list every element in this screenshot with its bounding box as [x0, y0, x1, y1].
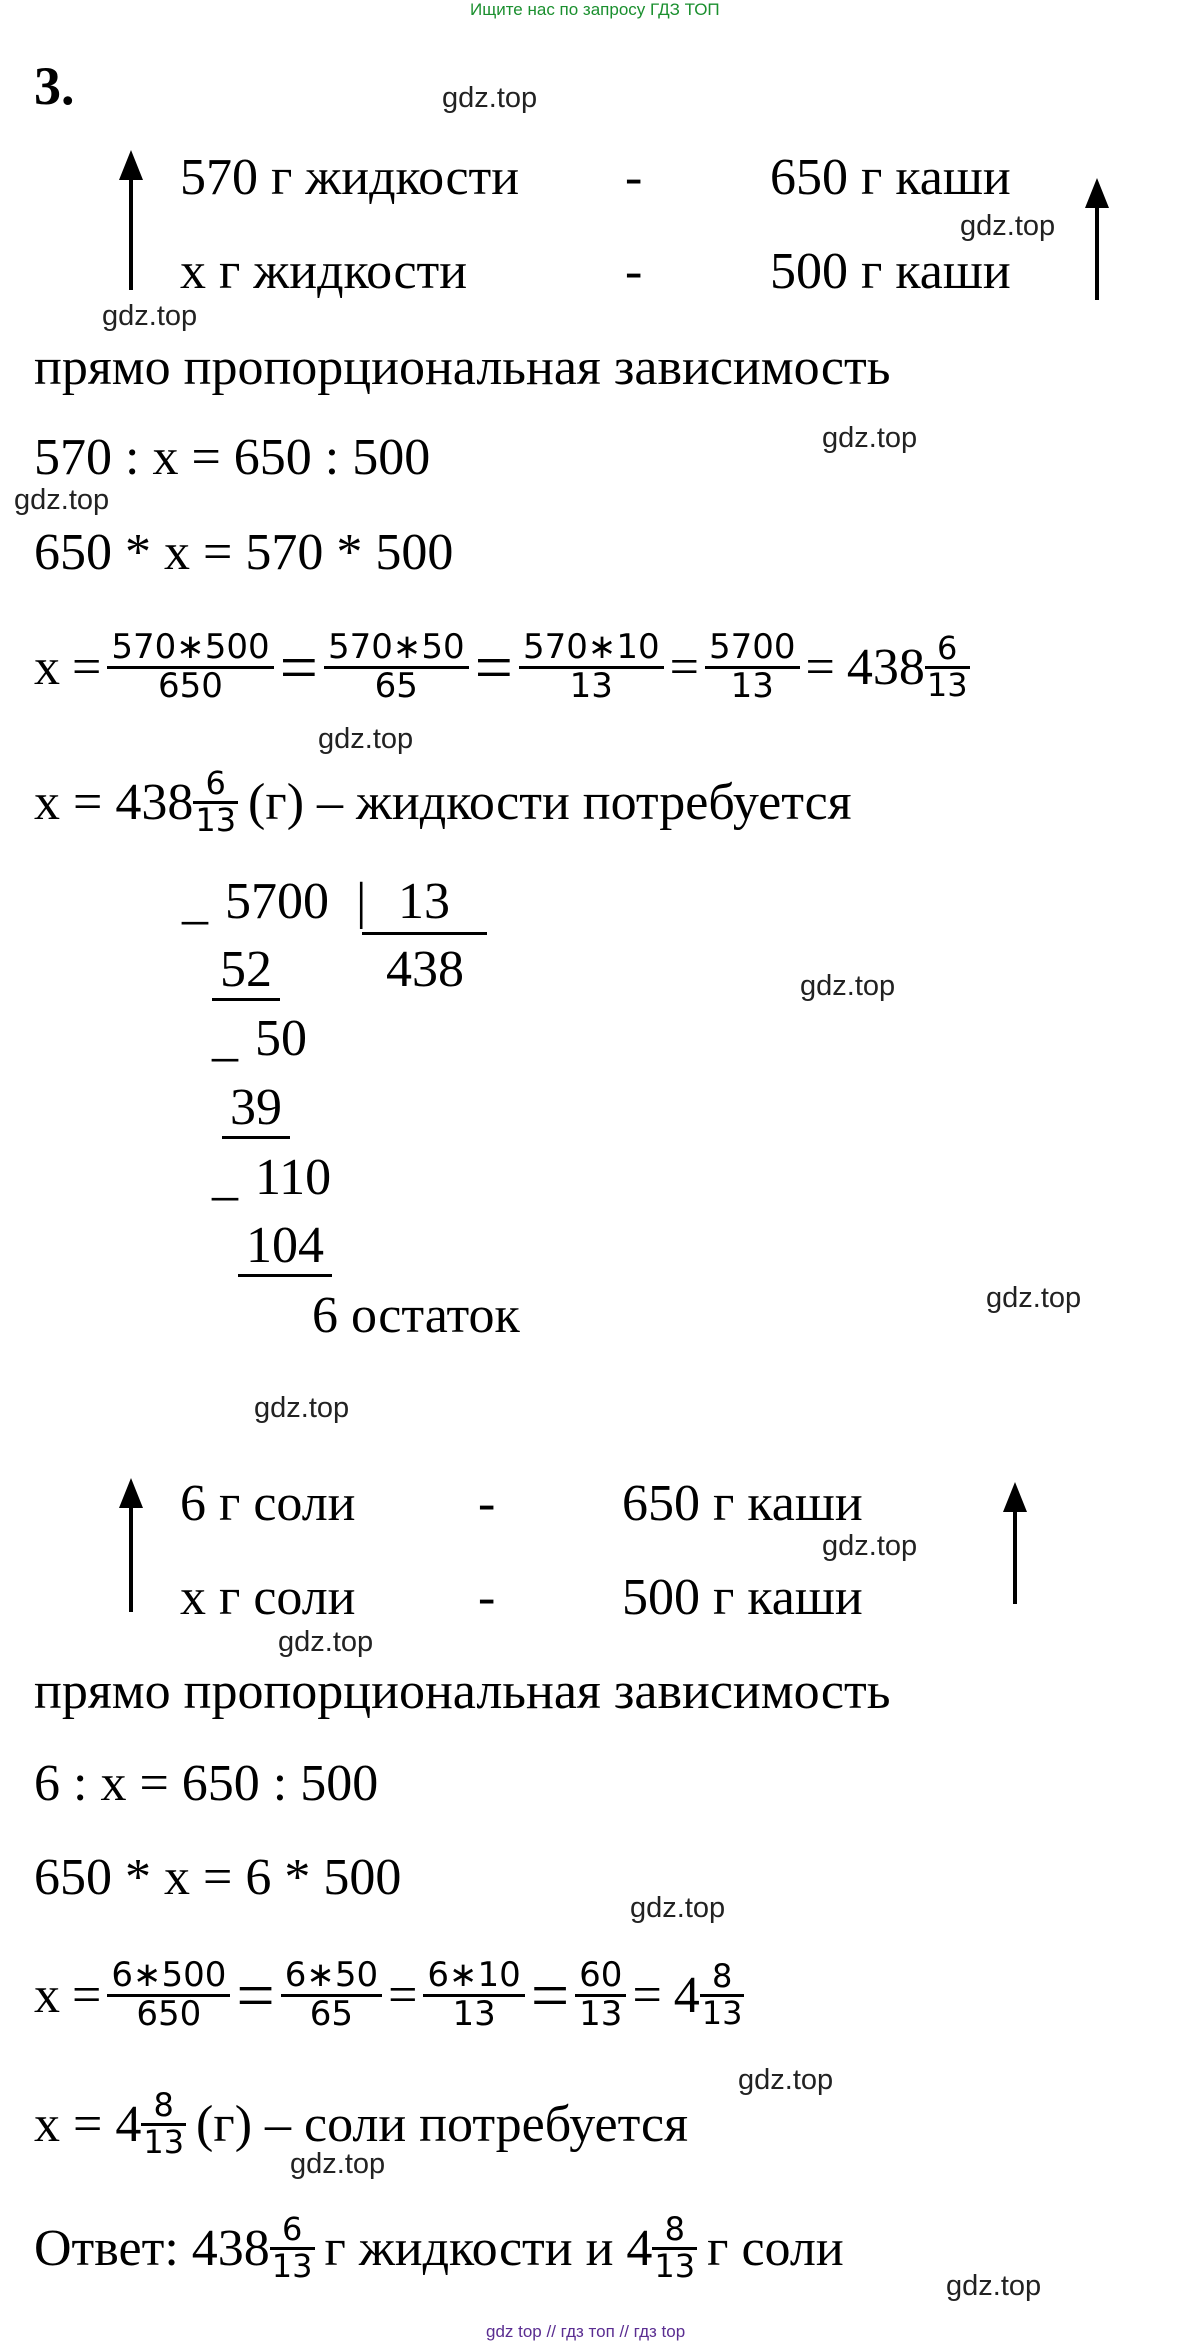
p1-eq-x: х	[34, 638, 60, 696]
p2-row2-left: х г соли	[180, 1569, 356, 1626]
task-number: 3.	[34, 56, 75, 116]
p1-f1-num: 570∗500	[111, 626, 270, 667]
answer-f2-den: 13	[654, 2246, 696, 2285]
p1-fraction-equation	[34, 612, 970, 722]
p1-eq-whole: 438	[846, 638, 925, 696]
p2-mix-num: 8	[711, 1956, 733, 1995]
watermark: gdz.top	[822, 1530, 918, 1562]
p1-fraction-2	[324, 626, 469, 706]
p1-row1-left: 570 г жидкости	[180, 149, 520, 206]
div-minus-1: _	[182, 873, 208, 930]
p1-eq-sign: =	[805, 638, 835, 696]
div-subtract-2: 39	[222, 1082, 290, 1139]
p2-row2-right: 500 г каши	[622, 1569, 863, 1626]
p1-eq-mixed-fraction	[925, 628, 970, 704]
p2-f4-den: 13	[579, 1993, 623, 2034]
div-minus-3: _	[212, 1149, 238, 1206]
p1-result-prefix: х = 438	[34, 773, 194, 831]
arrow-up-right-1	[1082, 178, 1112, 300]
p2-f3-num: 6∗10	[427, 1954, 521, 1995]
p2-eq-mixed-fraction	[700, 1956, 745, 2032]
p2-cross-product: 650 * х = 6 * 500	[34, 1849, 402, 1906]
p2-row1-left: 6 г соли	[180, 1475, 356, 1532]
div-divisor-line	[362, 932, 487, 935]
div-partial-1: 50	[255, 1010, 307, 1067]
watermark: gdz.top	[800, 970, 896, 1002]
p1-row2-right: 500 г каши	[770, 243, 1011, 300]
arrow-up-left-1	[116, 150, 146, 290]
div-remainder: 6 остаток	[312, 1287, 520, 1344]
watermark: gdz.top	[318, 723, 414, 755]
p2-relation: прямо пропорциональная зависимость	[34, 1663, 891, 1720]
answer-fraction-1	[270, 2209, 315, 2285]
p1-f4-num: 5700	[708, 626, 796, 667]
watermark: gdz.top	[960, 210, 1056, 242]
p1-mix-den: 13	[926, 665, 968, 704]
p2-res-num: 8	[153, 2085, 174, 2124]
p1-f1-den: 650	[158, 665, 223, 706]
p1-result-fraction	[193, 763, 238, 839]
p1-f3-num: 570∗10	[522, 626, 660, 667]
p2-f1-num: 6∗500	[111, 1954, 227, 1995]
div-bar: |	[356, 873, 367, 930]
p1-mix-num: 6	[937, 628, 958, 667]
p2-f3-den: 13	[452, 1993, 496, 2034]
top-search-hint: Ищите нас по запросу ГДЗ ТОП	[470, 0, 720, 19]
p2-row1-dash: -	[478, 1475, 496, 1532]
answer-f1-num: 6	[281, 2209, 303, 2248]
p2-result-suffix: (г) – соли потребуется	[196, 2095, 688, 2153]
p1-eq-sign: =	[72, 638, 102, 696]
arrow-up-right-2	[1000, 1482, 1030, 1604]
watermark: gdz.top	[822, 422, 918, 454]
p2-result-fraction	[141, 2085, 186, 2161]
watermark: gdz.top	[738, 2064, 834, 2096]
p2-eq-sign: =	[236, 1957, 275, 2033]
p1-row1-right: 650 г каши	[770, 149, 1011, 206]
answer-fraction-2	[652, 2209, 697, 2285]
p1-eq-sign: =	[279, 629, 318, 705]
p1-res-den: 13	[195, 800, 237, 839]
p2-eq-sign: =	[72, 1966, 102, 2024]
p2-row1-right: 650 г каши	[622, 1475, 863, 1532]
watermark: gdz.top	[630, 1892, 726, 1924]
p1-relation: прямо пропорциональная зависимость	[34, 339, 891, 396]
watermark: gdz.top	[14, 484, 110, 516]
answer-label: Ответ: 438	[34, 2219, 270, 2277]
p2-proportion: 6 : х = 650 : 500	[34, 1755, 379, 1812]
watermark: gdz.top	[986, 1282, 1082, 1314]
p2-fraction-2	[281, 1954, 382, 2034]
p1-fraction-3	[519, 626, 664, 706]
p2-eq-sign: =	[388, 1966, 418, 2024]
answer-end: г соли	[707, 2219, 844, 2277]
p1-f2-num: 570∗50	[327, 626, 465, 667]
p1-f3-den: 13	[569, 665, 613, 706]
p2-eq-sign: =	[632, 1966, 662, 2024]
p2-result-prefix: х = 4	[34, 2095, 142, 2153]
p1-result-suffix: (г) – жидкости потребуется	[248, 773, 852, 831]
div-partial-2: 110	[255, 1149, 332, 1206]
p1-fraction-4	[705, 626, 800, 706]
p1-result-line	[34, 752, 852, 852]
div-subtract-3: 104	[238, 1220, 332, 1277]
p2-eq-sign: =	[530, 1957, 570, 2033]
answer-middle: г жидкости и 4	[324, 2219, 653, 2277]
p1-cross-product: 650 * х = 570 * 500	[34, 524, 454, 581]
answer-f1-den: 13	[271, 2246, 313, 2285]
watermark: gdz.top	[442, 82, 538, 114]
p2-fraction-3	[423, 1954, 524, 2034]
watermark: gdz.top	[278, 1626, 374, 1658]
p2-f4-num: 60	[579, 1954, 623, 1995]
p2-f2-num: 6∗50	[284, 1954, 379, 1995]
p1-proportion: 570 : х = 650 : 500	[34, 429, 431, 486]
p2-fraction-4	[575, 1954, 626, 2034]
p1-res-num: 6	[205, 763, 226, 802]
div-dividend: 5700	[225, 873, 329, 930]
watermark: gdz.top	[290, 2148, 386, 2180]
p2-f2-den: 65	[309, 1993, 354, 2034]
footer-links: gdz top // гдз топ // гдз top	[486, 2322, 686, 2341]
answer-f2-num: 8	[664, 2209, 685, 2248]
p1-fraction-1	[107, 626, 273, 706]
p1-eq-sign: =	[474, 629, 513, 705]
div-divisor: 13	[398, 873, 450, 930]
div-subtract-1: 52	[212, 944, 280, 1001]
p2-fraction-1	[107, 1954, 230, 2034]
p2-f1-den: 650	[136, 1993, 202, 2034]
answer-line	[34, 2198, 844, 2298]
p2-res-den: 13	[143, 2122, 185, 2161]
p2-row2-dash: -	[478, 1569, 496, 1626]
watermark: gdz.top	[946, 2270, 1042, 2302]
div-minus-2: _	[212, 1010, 238, 1067]
p1-row2-dash: -	[625, 243, 643, 300]
p1-f4-den: 13	[730, 665, 774, 706]
arrow-up-left-2	[116, 1478, 146, 1612]
p1-row2-left: х г жидкости	[180, 243, 468, 300]
watermark: gdz.top	[254, 1392, 350, 1424]
p1-row1-dash: -	[625, 149, 643, 206]
watermark: gdz.top	[102, 300, 198, 332]
p2-mix-den: 13	[701, 1993, 743, 2032]
p1-eq-sign: =	[669, 638, 699, 696]
p2-eq-whole: 4	[673, 1966, 700, 2024]
p2-eq-x: х	[34, 1966, 60, 2024]
div-quotient: 438	[386, 941, 464, 998]
p2-fraction-equation	[34, 1940, 744, 2050]
p1-f2-den: 65	[374, 665, 418, 706]
